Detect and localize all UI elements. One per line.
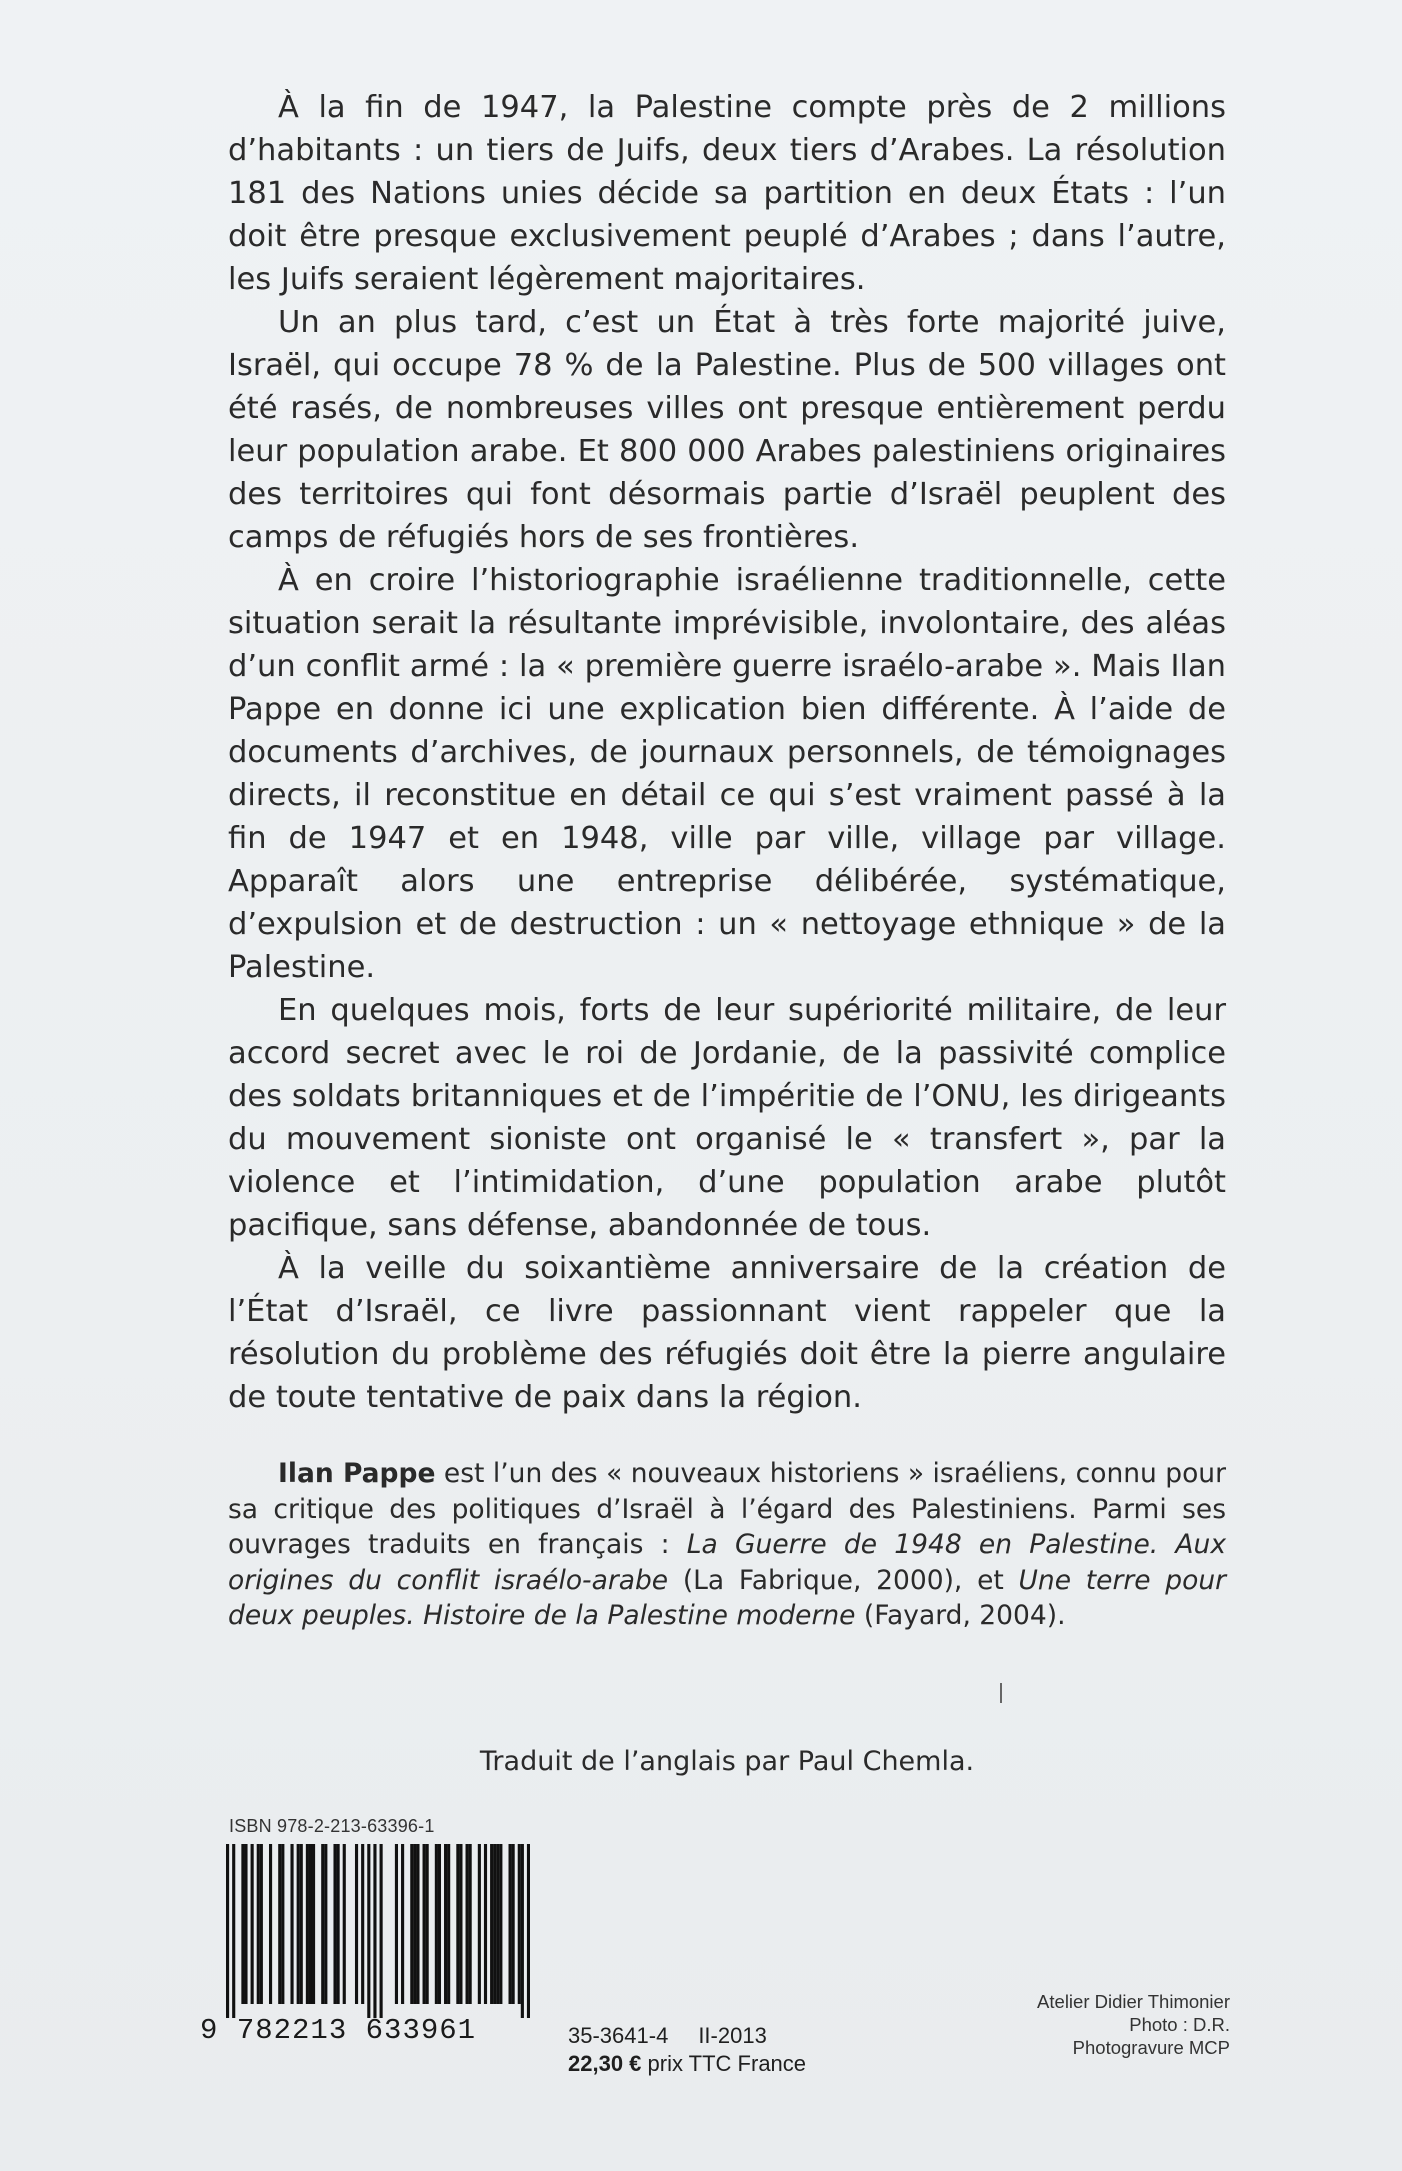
- bio-text: (La Fabrique, 2000), et: [668, 1564, 1019, 1596]
- production-credits: [1037, 1990, 1230, 2059]
- barcode-bar: [456, 1844, 459, 2004]
- translator-credit: Traduit de l’anglais par Paul Chemla.: [479, 1746, 975, 1777]
- barcode-bar: [281, 1844, 284, 2004]
- summary-paragraph: À la veille du soixantième anniversaire de la création de l’État d’Israël, ce livre passionnant vient rappeler que la résolution du problème des réfugiés doit être la pierre angulaire de toute tentative de paix dans la région.: [228, 1251, 1226, 1415]
- barcode-bar: [466, 1844, 469, 2004]
- book-title: La Guerre de 1948 en Palestine. Aux origines du conflit israélo-arabe: [228, 1529, 1227, 1596]
- barcode-bar: [297, 1844, 300, 2004]
- barcode-bar: [496, 1844, 499, 2004]
- barcode-bar: [413, 1844, 416, 2004]
- barcode-bar: [306, 1844, 309, 2004]
- barcode-bar: [355, 1844, 358, 2004]
- credit-line: Atelier Didier Thimonier: [1037, 1991, 1230, 2012]
- barcode-digit-first: 9: [200, 2014, 219, 2047]
- barcode-bar: [469, 1844, 472, 2004]
- edition-date: II-2013: [698, 2023, 767, 2048]
- barcode-digits: [200, 2014, 540, 2047]
- barcode-bar: [232, 1844, 235, 2018]
- barcode-bar: [435, 1844, 438, 2004]
- barcode-bar: [278, 1844, 281, 2004]
- summary-paragraph: En quelques mois, forts de leur supériorité militaire, de leur accord secret avec le roi de Jordanie, de la passivité complice des soldats britanniques et de l’impéritie de l’ONU, les dirigeants du mouvement sioniste ont organisé le « transfert », par la violence et l’intimidation, d’une population arabe plutôt pacifique, sans défense, abandonnée de tous.: [228, 993, 1226, 1243]
- barcode-bar: [512, 1844, 515, 2004]
- barcode-bar: [251, 1844, 254, 2004]
- barcode-bar: [324, 1844, 327, 2004]
- barcode-bar: [490, 1844, 493, 2004]
- summary-paragraph: Un an plus tard, c’est un État à très forte majorité juive, Israël, qui occupe 78 % de la Palestine. Plus de 500 villages ont été rasés, de nombreuses villes ont presque entièrement perdu leur population arabe. Et 800 000 Arabes palestiniens originaires des territoires qui font désormais partie d’Israël peuplent des camps de réfugiés hors de ses frontières.: [228, 305, 1226, 555]
- price-line: [568, 2050, 806, 2078]
- edition-codes: [568, 2022, 806, 2050]
- barcode-bar: [410, 1844, 413, 2004]
- barcode-bar: [257, 1844, 260, 2004]
- barcode-bar: [241, 1844, 244, 2004]
- barcode-bar: [478, 1844, 481, 2004]
- barcode-bar: [380, 1844, 383, 2018]
- summary-text: [228, 86, 1226, 1419]
- barcode-bar: [395, 1844, 398, 2004]
- barcode-bar: [509, 1844, 512, 2004]
- summary-paragraph: À la fin de 1947, la Palestine compte près de 2 millions d’habitants : un tiers de Juifs, deux tiers d’Arabes. La résolution 181 des Nations unies décide sa partition en deux États : l’un doit être presque exclusivement peuplé d’Arabes ; dans l’autre, les Juifs seraient légèrement majoritaires.: [228, 90, 1226, 297]
- barcode-bar: [244, 1844, 247, 2004]
- barcode-bar: [260, 1844, 263, 2004]
- barcode-bar: [459, 1844, 462, 2004]
- barcode-digit-group: 782213: [236, 2014, 348, 2047]
- barcode-bar: [423, 1844, 426, 2004]
- isbn-label: ISBN 978-2-213-63396-1: [229, 1816, 435, 1836]
- barcode-digit-group: 633961: [365, 2014, 477, 2047]
- barcode-bar: [333, 1844, 336, 2004]
- barcode-bar: [337, 1844, 340, 2004]
- barcode-bar: [373, 1844, 376, 2018]
- credit-line: Photo : D.R.: [1129, 2014, 1230, 2035]
- barcode-bar: [312, 1844, 315, 2004]
- barcode-bar: [290, 1844, 293, 2004]
- barcode-bar: [226, 1844, 229, 2018]
- barcode-bar: [493, 1844, 496, 2004]
- price-suffix: prix TTC France: [641, 2051, 807, 2076]
- bio-text: est l’un des « nouveaux historiens » israéliens, connu pour sa critique des politiques d’Israël à l’égard des Palestiniens. Parmi ses ouvrages traduits en français :: [228, 1458, 1227, 1560]
- barcode-bar: [269, 1844, 272, 2004]
- barcode-bar: [300, 1844, 303, 2004]
- barcode-bar: [438, 1844, 441, 2004]
- barcode-bar: [361, 1844, 364, 2004]
- price-block: [568, 2022, 806, 2078]
- barcode-bar: [367, 1844, 370, 2018]
- author-bio-paragraph: [228, 1456, 1226, 1634]
- barcode-bar: [426, 1844, 429, 2004]
- edition-code: 35-3641-4: [568, 2023, 669, 2048]
- book-title: Une terre pour deux peuples. Histoire de la Palestine moderne: [228, 1564, 1227, 1631]
- barcode-bar: [527, 1844, 530, 2018]
- barcode-bar: [309, 1844, 312, 2004]
- print-mark: [1000, 1683, 1002, 1703]
- author-name: Ilan Pappe: [278, 1458, 436, 1489]
- barcode-bar: [484, 1844, 487, 2004]
- barcode-icon: [226, 1844, 530, 2018]
- author-bio: [228, 1456, 1226, 1634]
- barcode-bar: [321, 1844, 324, 2004]
- summary-paragraph: À en croire l’historiographie israélienne traditionnelle, cette situation serait la résultante imprévisible, involontaire, des aléas d’un conflit armé : la « première guerre israélo-arabe ». Mais Ilan Pappe en donne ici une explication bien différente. À l’aide de documents d’archives, de journaux personnels, de témoignages directs, il reconstitue en détail ce qui s’est vraiment passé à la fin de 1947 et en 1948, ville par ville, village par village. Apparaît alors une entreprise délibérée, systématique, d’expulsion et de destruction : un « nettoyage ethnique » de la Palestine.: [228, 563, 1226, 985]
- barcode-bar: [343, 1844, 346, 2004]
- barcode-bar: [499, 1844, 502, 2004]
- barcode-bar: [416, 1844, 419, 2004]
- price: 22,30 €: [568, 2051, 642, 2076]
- bio-text: (Fayard, 2004).: [855, 1600, 1066, 1631]
- barcode-bar: [447, 1844, 450, 2004]
- barcode-bar: [521, 1844, 524, 2018]
- barcode-bar: [444, 1844, 447, 2004]
- credit-line: Photogravure MCP: [1072, 2037, 1230, 2058]
- barcode-bar: [401, 1844, 404, 2004]
- barcode-bar: [518, 1844, 521, 2004]
